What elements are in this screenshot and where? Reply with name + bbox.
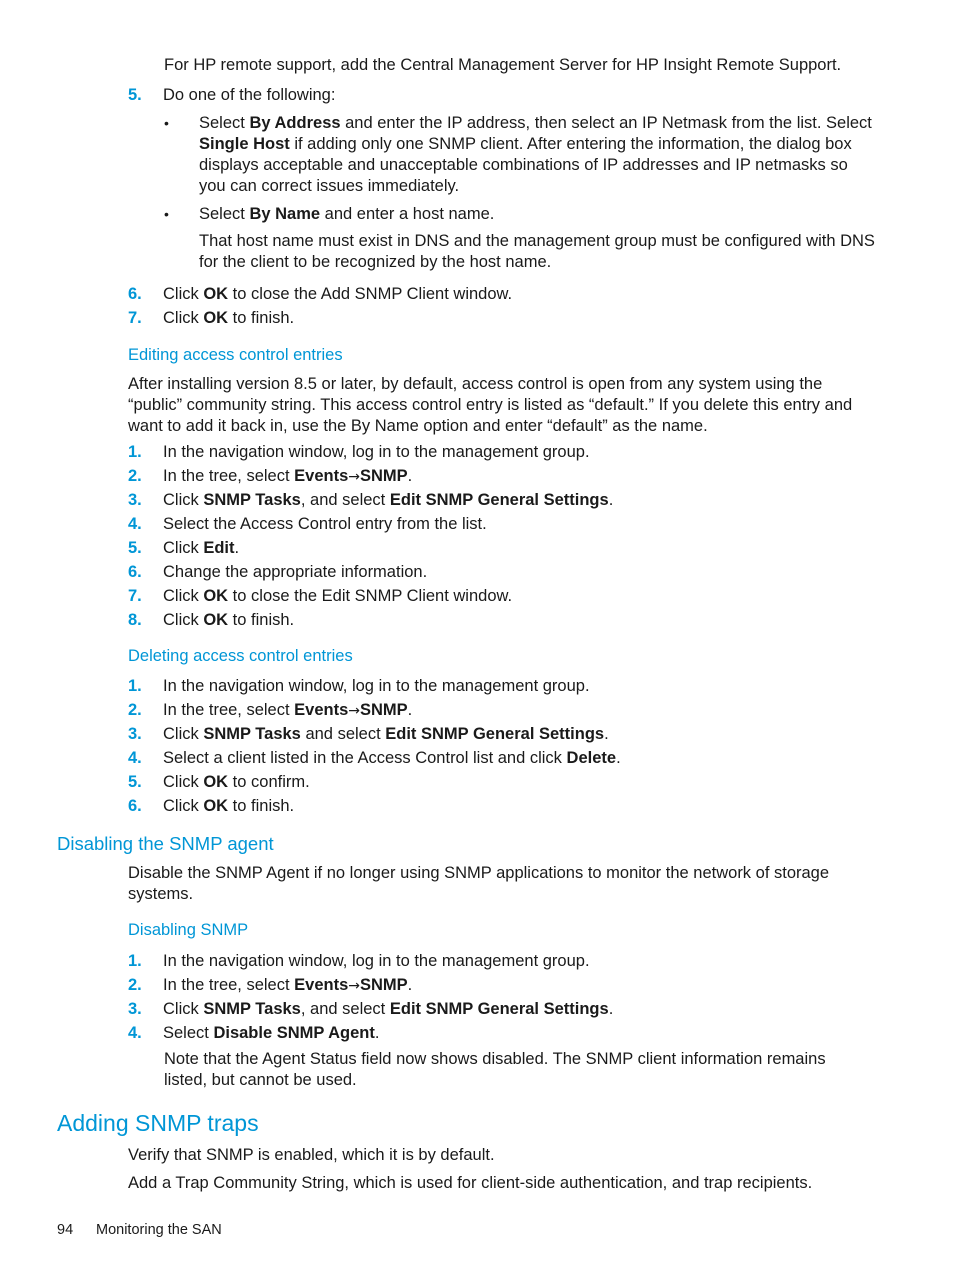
list-item: [128, 998, 888, 1020]
step-number: 1.: [128, 952, 142, 970]
step-text: Change the appropriate information.: [163, 563, 428, 581]
step-text: In the navigation window, log in to the management group.: [163, 677, 590, 695]
step-text: Click OK to confirm.: [163, 773, 310, 791]
step-number: 8.: [128, 611, 142, 629]
section-heading-disabling-agent: Disabling the SNMP agent: [57, 833, 274, 854]
step-text: Click OK to close the Edit SNMP Client window.: [163, 587, 513, 605]
list-item: [128, 537, 888, 559]
step-number: 6.: [128, 563, 142, 581]
list-item: [128, 747, 888, 769]
step-number: 2.: [128, 701, 142, 719]
step-number: 1.: [128, 443, 142, 461]
page-number: 94: [57, 1222, 74, 1238]
step-text: Select a client listed in the Access Control list and click Delete.: [163, 749, 621, 767]
step-number: 6.: [128, 285, 142, 303]
step-number: 4.: [128, 749, 142, 767]
bullet-icon: •: [164, 206, 169, 222]
step-text: Click OK to finish.: [163, 797, 295, 815]
list-item: [128, 441, 888, 463]
list-item: [128, 489, 888, 511]
step-text: Click Edit.: [163, 539, 240, 557]
list-item: [128, 771, 888, 793]
step-number: 7.: [128, 587, 142, 605]
step-number: 4.: [128, 1024, 142, 1042]
section-heading-editing: Editing access control entries: [128, 346, 343, 364]
bullet-text: Select By Address and enter the IP address, then select an IP Netmask from the list. Select Single Host if adding only one SNMP client. After entering the information, the dialog box displays acceptable and unacceptable combinations of IP addresses and IP netmasks so you can correct issues immediately.: [199, 114, 872, 195]
step-number: 2.: [128, 976, 142, 994]
step-text: Click OK to finish.: [163, 611, 295, 629]
bullet-note: That host name must exist in DNS and the management group must be configured with DNS for the client to be recognized by the host name.: [199, 232, 875, 271]
step-text: In the tree, select Events→SNMP.: [163, 976, 413, 994]
step-text: Select the Access Control entry from the list.: [163, 515, 487, 533]
disabling-note: Note that the Agent Status field now shows disabled. The SNMP client information remains listed, but cannot be used.: [164, 1050, 826, 1089]
list-item: [128, 84, 888, 106]
list-item: [128, 699, 888, 721]
disabling-agent-body: Disable the SNMP Agent if no longer using SNMP applications to monitor the network of storage systems.: [128, 864, 830, 903]
list-item: [128, 675, 888, 697]
adding-traps-p2: Add a Trap Community String, which is used for client-side authentication, and trap recipients.: [128, 1174, 813, 1192]
list-item: [128, 283, 888, 305]
step-text: In the tree, select Events→SNMP.: [163, 701, 413, 719]
step-number: 1.: [128, 677, 142, 695]
list-item: [128, 723, 888, 745]
step-text: Click SNMP Tasks, and select Edit SNMP General Settings.: [163, 1000, 614, 1018]
step-text: In the tree, select Events→SNMP.: [163, 467, 413, 485]
list-item: [128, 561, 888, 583]
list-item: [128, 1022, 888, 1044]
step-number: 3.: [128, 491, 142, 509]
step-number: 5.: [128, 86, 142, 104]
list-item: [128, 585, 888, 607]
step-number: 6.: [128, 797, 142, 815]
list-item: [128, 950, 888, 972]
step-number: 3.: [128, 1000, 142, 1018]
section-heading-deleting: Deleting access control entries: [128, 647, 353, 665]
step-number: 5.: [128, 539, 142, 557]
step-text: Do one of the following:: [163, 86, 336, 104]
step-text: Select Disable SNMP Agent.: [163, 1024, 380, 1042]
step-number: 7.: [128, 309, 142, 327]
list-item: [128, 795, 888, 817]
step-number: 3.: [128, 725, 142, 743]
list-item: [128, 465, 888, 487]
intro-note: For HP remote support, add the Central Management Server for HP Insight Remote Support.: [164, 56, 842, 74]
list-item: [128, 513, 888, 535]
section-heading-disabling-snmp: Disabling SNMP: [128, 921, 249, 939]
step-text: Click SNMP Tasks and select Edit SNMP General Settings.: [163, 725, 609, 743]
bullet-text: Select By Name and enter a host name.: [199, 205, 495, 223]
editing-body: After installing version 8.5 or later, by default, access control is open from any system using the “public” community string. This access control entry is listed as “default.” If you delete this entry and want to add it back in, use the By Name option and enter “default” as the name.: [128, 375, 853, 435]
list-item: [128, 307, 888, 329]
footer-section: Monitoring the SAN: [96, 1222, 222, 1238]
section-heading-adding-traps: Adding SNMP traps: [57, 1110, 259, 1136]
list-item: [128, 609, 888, 631]
step-text: In the navigation window, log in to the management group.: [163, 443, 590, 461]
step-text: In the navigation window, log in to the management group.: [163, 952, 590, 970]
step-number: 5.: [128, 773, 142, 791]
step-text: Click SNMP Tasks, and select Edit SNMP General Settings.: [163, 491, 614, 509]
step-number: 4.: [128, 515, 142, 533]
adding-traps-p1: Verify that SNMP is enabled, which it is by default.: [128, 1146, 495, 1164]
bullet-icon: •: [164, 115, 169, 131]
step-number: 2.: [128, 467, 142, 485]
step-text: Click OK to finish.: [163, 309, 295, 327]
step-text: Click OK to close the Add SNMP Client window.: [163, 285, 513, 303]
list-item: [128, 974, 888, 996]
